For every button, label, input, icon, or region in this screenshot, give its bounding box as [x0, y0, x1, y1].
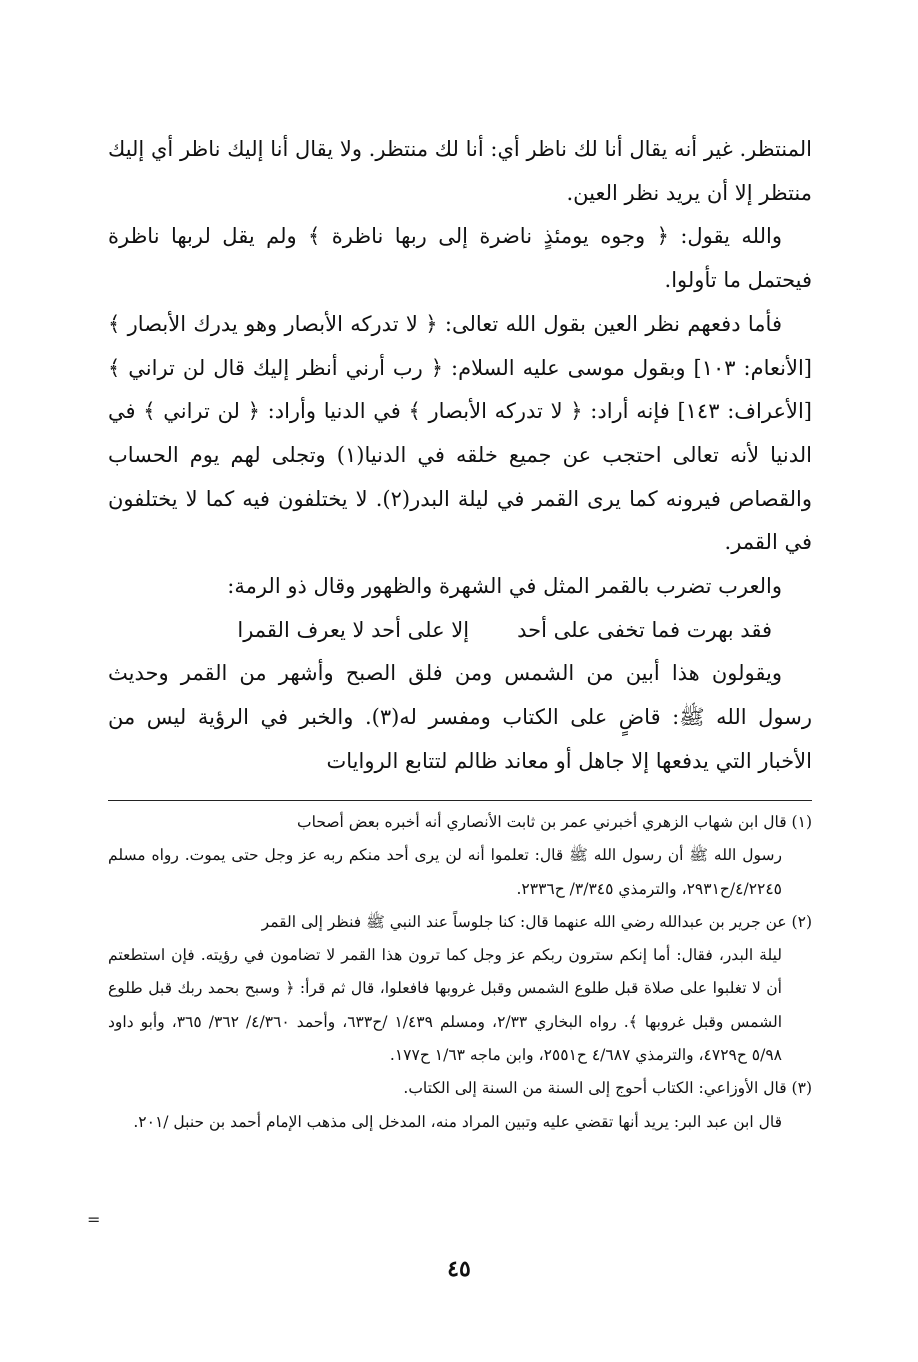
- footnote-1-continuation: رسول الله ﷺ أن رسول الله ﷺ قال: تعلموا أنه لن يرى أحد منكم ربه عز وجل حتى يموت. رواه مسلم ٤/٢٢٤٥/ح٢٩٣١، والترمذي ٣/٣٤٥/ ح٢٣٣٦.: [108, 846, 782, 898]
- body-paragraph: المنتظر. غير أنه يقال أنا لك ناظر أي: أنا لك منتظر. ولا يقال أنا إليك ناظر أي إليك منتظر إلا أن يريد نظر العين.: [108, 137, 812, 205]
- footnote-1-first-line: (١) قال ابن شهاب الزهري أخبرني عمر بن ثابت الأنصاري أنه أخبره بعض أصحاب: [297, 813, 812, 831]
- footnote-2-first-line: (٢) عن جرير بن عبدالله رضي الله عنهما قال: كنا جلوساً عند النبي ﷺ فنظر إلى القمر: [261, 912, 812, 931]
- body-paragraph: والعرب تضرب بالقمر المثل في الشهرة والظهور وقال ذو الرمة:: [227, 574, 782, 599]
- body-paragraph: ويقولون هذا أبين من الشمس ومن فلق الصبح وأشهر من القمر وحديث رسول الله ﷺ: قاضٍ على الكتاب ومفسر له(٣). والخبر في الرؤية ليس من الأخبار التي يدفعها إلا جاهل أو معاند ظالم لتتابع الروايات: [108, 661, 812, 773]
- footnotes: [108, 806, 812, 1139]
- verse-second-hemistich: إلا على أحد لا يعرف القمرا: [237, 617, 470, 642]
- continuation-marker: =: [87, 1210, 101, 1229]
- footnote-extra: قال ابن عبد البر: يريد أنها تقضي عليه وتبين المراد منه، المدخل إلى مذهب الإمام أحمد بن حنبل /٢٠١.: [133, 1112, 782, 1131]
- footnote-separator: [108, 800, 812, 801]
- body-paragraph: والله يقول: ﴿ وجوه يومئذٍ ناضرة إلى ربها ناظرة ﴾ ولم يقل لربها ناظرة فيحتمل ما تأولوا.: [108, 224, 812, 293]
- page-number: ٤٥: [447, 1256, 471, 1282]
- footnote-3-first-line: (٣) قال الأوزاعي: الكتاب أحوج إلى السنة من السنة إلى الكتاب.: [403, 1079, 812, 1098]
- footnote-2-continuation: ليلة البدر، فقال: أما إنكم سترون ربكم عز وجل كما ترون هذا القمر لا تضامون في رؤيته. فإن استطعتم أن لا تغلبوا على صلاة قبل طلوع الشمس وقبل غروبها فافعلوا، قال ثم قرأ: ﴿ وسبح بحمد ربك قبل طلوع الشمس وقبل غروبها ﴾. رواه البخاري ٢/٣٣، ومسلم ١/٤٣٩ /ح٦٣٣، وأحمد ٤/٣٦٠/ ٣٦٢/ ٣٦٥، وأبو داود ٥/٩٨ ح٤٧٢٩، والترمذي ٤/٦٨٧ ح٢٥٥١، وابن ماجه ١/٦٣ ح١٧٧.: [108, 946, 782, 1065]
- poetry-verse: [108, 609, 812, 653]
- main-text: [108, 128, 812, 784]
- body-paragraph: فأما دفعهم نظر العين بقول الله تعالى: ﴿ لا تدركه الأبصار وهو يدرك الأبصار ﴾ [الأنعام: ١٠٣] وبقول موسى عليه السلام: ﴿ رب أرني أنظر إليك قال لن تراني ﴾ [الأعراف: ١٤٣] فإنه أراد: ﴿ لا تدركه الأبصار ﴾ في الدنيا وأراد: ﴿ لن تراني ﴾ في الدنيا لأنه تعالى احتجب عن جميع خلقه في الدنيا(١) وتجلى لهم يوم الحساب والقصاص فيرونه كما يرى القمر في ليلة البدر(٢). لا يختلفون فيه كما لا يختلفون في القمر.: [108, 311, 813, 555]
- verse-first-hemistich: فقد بهرت فما تخفى على أحد: [517, 617, 772, 642]
